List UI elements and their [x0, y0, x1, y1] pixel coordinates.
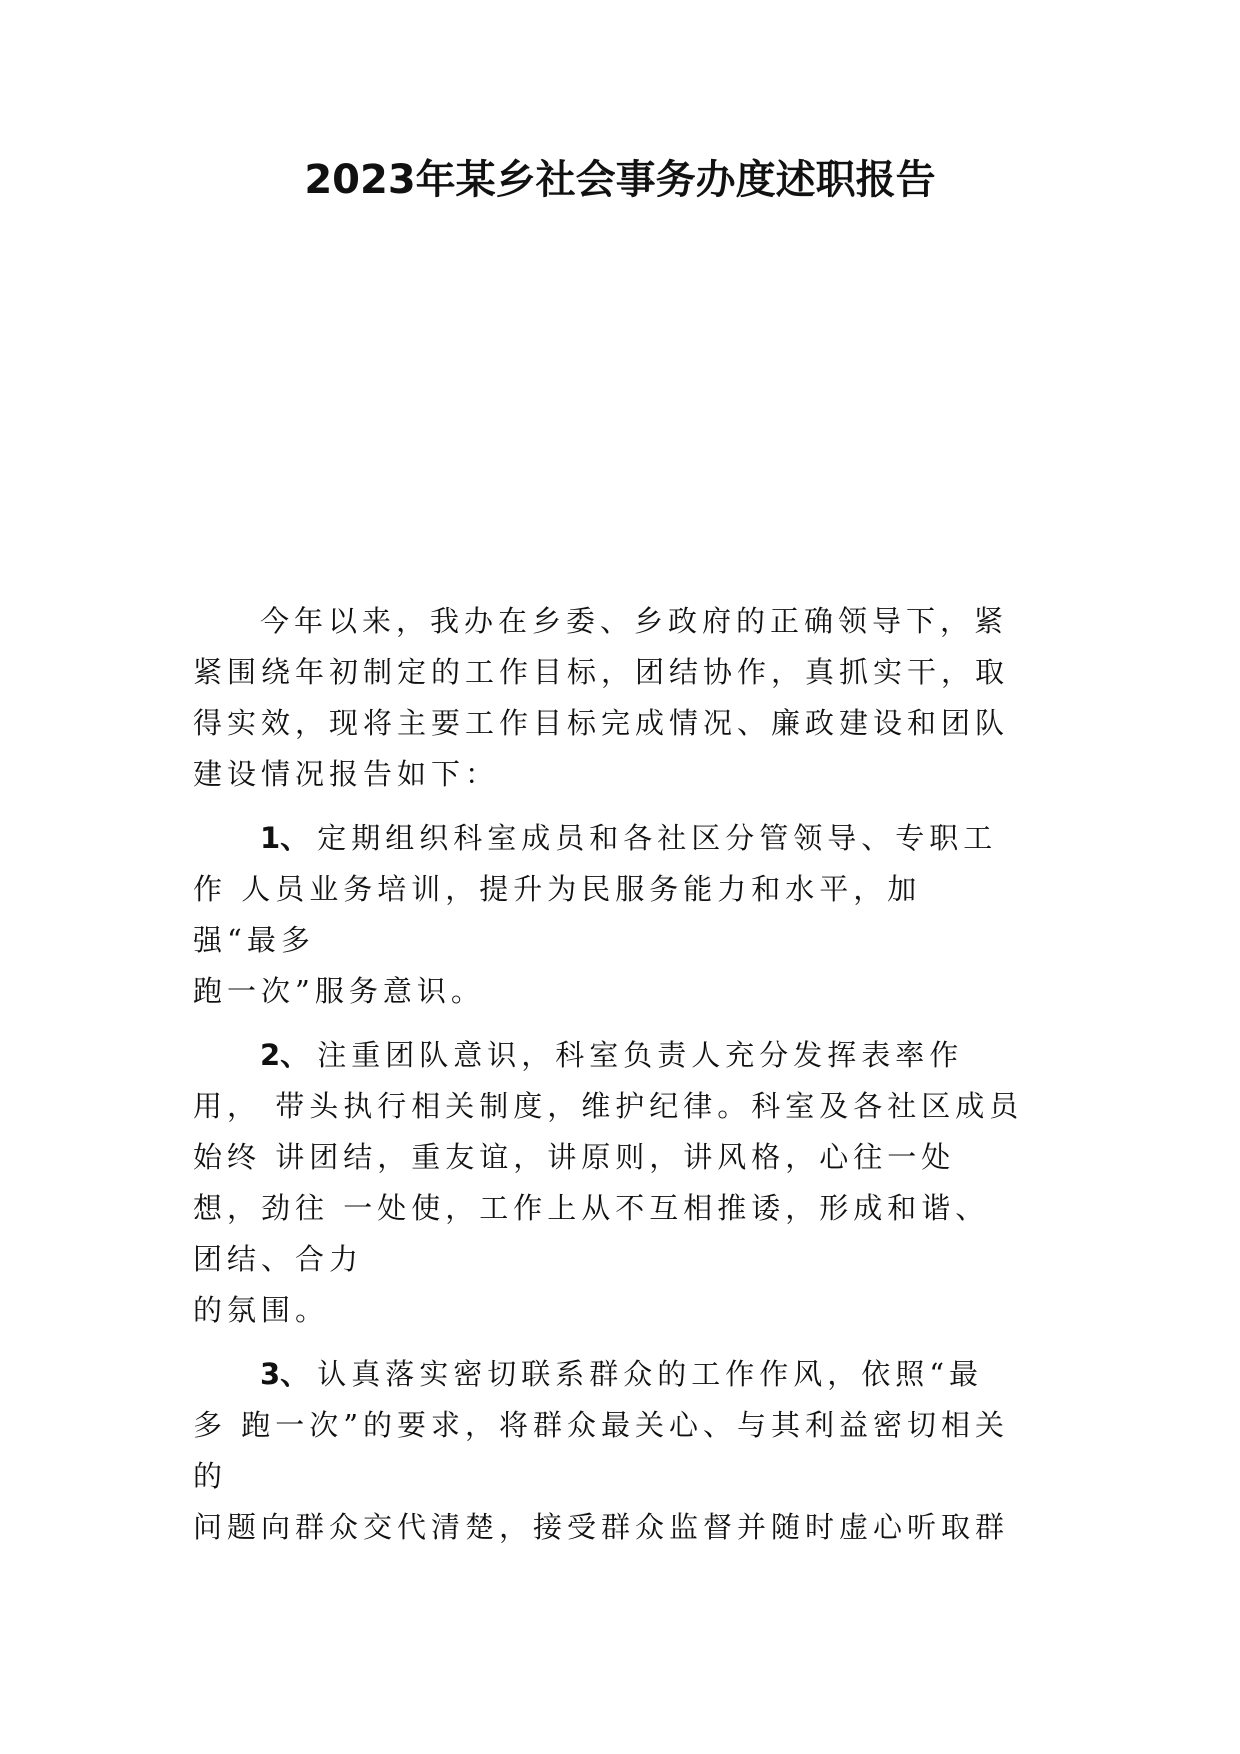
text-line: 用， 带头执行相关制度，维护纪律。科室及各社区成员	[193, 1089, 1024, 1123]
item-number: 2、	[260, 1038, 310, 1072]
text-line: 的	[193, 1459, 228, 1493]
list-item-1	[193, 813, 1073, 1017]
intro-paragraph	[193, 596, 1073, 800]
item-text: 定期组织科室成员和各社区分管领导、专职工	[317, 821, 998, 855]
text-line: 的氛围。	[193, 1293, 330, 1327]
item-text: 注重团队意识，科室负责人充分发挥表率作	[317, 1038, 964, 1072]
text-line	[193, 1030, 1073, 1081]
list-item-2	[193, 1030, 1073, 1336]
text-line: 紧围绕年初制定的工作目标，团结协作，真抓实干，取	[193, 655, 1010, 689]
document-title: 2023年某乡社会事务办度述职报告	[304, 157, 936, 203]
text-line: 强“最多	[193, 923, 315, 957]
text-line: 今年以来，我办在乡委、乡政府的正确领导下，紧	[260, 604, 1009, 638]
item-text: 认真落实密切联系群众的工作作风，依照“最	[317, 1357, 984, 1391]
text-line: 跑一次”服务意识。	[193, 974, 485, 1008]
item-number: 1、	[260, 821, 310, 855]
text-line: 团结、合力	[193, 1242, 364, 1276]
list-item-3	[193, 1349, 1073, 1553]
text-line: 想，劲往 一处使，工作上从不互相推诿，形成和谐、	[193, 1191, 990, 1225]
text-line: 建设情况报告如下：	[193, 757, 500, 791]
text-line: 问题向群众交代清楚，接受群众监督并随时虚心听取群	[193, 1510, 1010, 1544]
text-line: 作 人员业务培训，提升为民服务能力和水平，加	[193, 872, 922, 906]
text-line	[193, 1349, 1073, 1400]
item-number: 3、	[260, 1357, 310, 1391]
document-body	[193, 596, 1073, 1553]
text-line	[193, 813, 1073, 864]
text-line: 多 跑一次”的要求，将群众最关心、与其利益密切相关	[193, 1408, 1010, 1442]
text-line: 得实效，现将主要工作目标完成情况、廉政建设和团队	[193, 706, 1010, 740]
text-line: 始终 讲团结，重友谊，讲原则，讲风格，心往一处	[193, 1140, 956, 1174]
